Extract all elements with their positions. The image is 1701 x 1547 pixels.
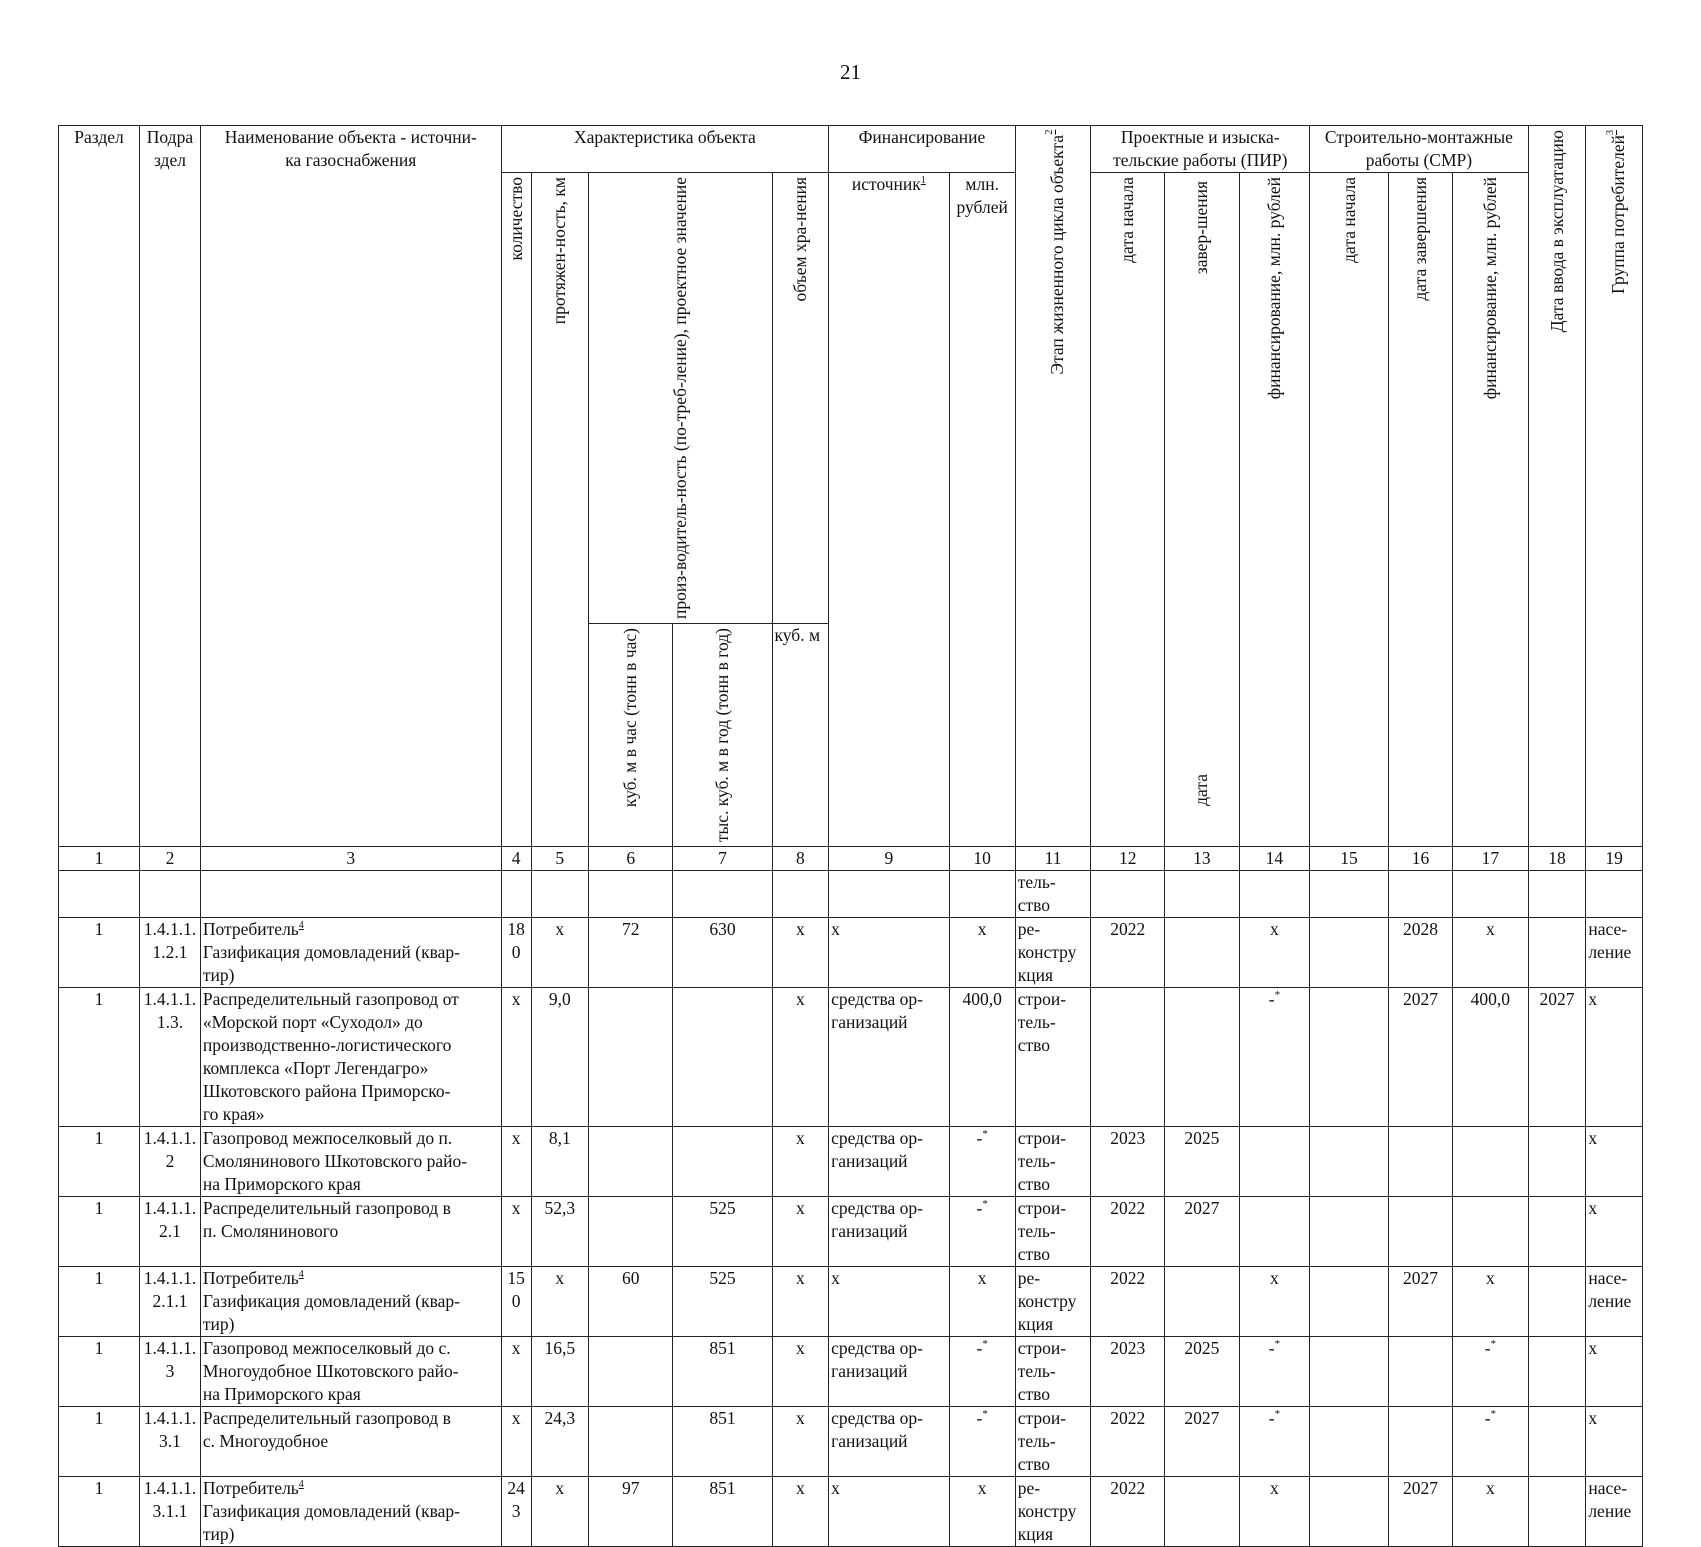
cell-c13 [1165, 1267, 1240, 1337]
cell-c19: насе- ление [1586, 1477, 1643, 1547]
column-number-cell: 9 [829, 847, 950, 871]
column-number-cell: 19 [1586, 847, 1643, 871]
header-smr: Строительно-монтажные работы (СМР) [1310, 126, 1529, 173]
cell-c2: 1.4.1.1. 2 [140, 1127, 201, 1197]
cell-c12: 2022 [1091, 1477, 1165, 1547]
cell-c13 [1165, 1477, 1240, 1547]
cell-c14 [1239, 1197, 1309, 1267]
cell-name [200, 1407, 501, 1477]
asterisk-mark: * [1274, 1338, 1281, 1351]
header-source: источник$^1$ [829, 173, 950, 847]
cell-c1: 1 [59, 918, 140, 988]
table-row [59, 1267, 1643, 1337]
cell-c17 [1453, 988, 1529, 1127]
consumers-footnote-mark: 3 [1604, 130, 1616, 135]
cell-c2: 1.4.1.1. 3.1.1 [140, 1477, 201, 1547]
header-capacity-hour: куб. м в час (тонн в час) [589, 624, 673, 847]
cell-c7: 525 [673, 1267, 772, 1337]
object-name: Распределительный газопровод в с. Многоудобное [202, 1408, 451, 1452]
cell-value: - [1268, 989, 1275, 1010]
cell-c2: 1.4.1.1. 3 [140, 1337, 201, 1407]
column-number-cell: 18 [1528, 847, 1586, 871]
cell-c11: ре- констру кция [1015, 918, 1091, 988]
cell-c4: х [501, 1127, 531, 1197]
cell-c10 [949, 1197, 1015, 1267]
column-number-cell: 8 [772, 847, 829, 871]
cell-c17 [1453, 1337, 1529, 1407]
cell-c4: х [501, 1197, 531, 1267]
cell-c5: 52,3 [531, 1197, 589, 1267]
cell-value: - [976, 1128, 983, 1149]
cell-value: х [1270, 1268, 1279, 1289]
cell-c10 [949, 1477, 1015, 1547]
cell-c12: 2023 [1091, 1337, 1165, 1407]
cell-c1: 1 [59, 1407, 140, 1477]
table-row [59, 1477, 1643, 1547]
cell-c14 [1239, 1477, 1309, 1547]
cell-c7: 630 [673, 918, 772, 988]
cell-c11: ре- констру кция [1015, 1267, 1091, 1337]
cell-c8: х [772, 1477, 829, 1547]
cell-c5: х [531, 918, 589, 988]
cell-name [200, 1477, 501, 1547]
object-name-detail: Газификация домовладений (квар- тир) [202, 942, 460, 986]
header-name: Наименование объекта - источни- ка газоснабжения [200, 126, 501, 847]
cell-c9: средства ор- ганизаций [829, 1407, 950, 1477]
cell-c10 [949, 1337, 1015, 1407]
cell-c8: х [772, 918, 829, 988]
cell-c11: ре- констру кция [1015, 1477, 1091, 1547]
header-commission: Дата ввода в эксплуатацию [1528, 126, 1586, 847]
object-name: Потребитель [202, 1268, 299, 1289]
header-lifecycle: Этап жизненного цикла объекта$^2$ [1015, 126, 1091, 847]
asterisk-mark: * [982, 1198, 988, 1211]
cell-c16 [1389, 1197, 1453, 1267]
cell-c19: х [1586, 1127, 1643, 1197]
cell-c13 [1165, 918, 1240, 988]
header-pir-start: дата начала [1091, 173, 1165, 847]
header-storage-unit: куб. м [772, 624, 829, 847]
header-characteristics: Характеристика объекта [501, 126, 828, 173]
cell-c14 [1239, 918, 1309, 988]
continuation-row [59, 871, 1643, 918]
cell-name [200, 1337, 501, 1407]
cell-value: х [1270, 1478, 1279, 1499]
cell-c19: х [1586, 1407, 1643, 1477]
cell-c18 [1528, 1337, 1586, 1407]
cell-name [200, 1197, 501, 1267]
cell-c15 [1310, 1267, 1389, 1337]
column-number-cell: 15 [1310, 847, 1389, 871]
object-name: Потребитель [202, 919, 299, 940]
header-quantity: количество [501, 173, 531, 847]
cell-value: 400,0 [1470, 989, 1511, 1010]
cell-c14 [1239, 1337, 1309, 1407]
header-capacity: произ-водитель-ность (по-треб-ление), проектное значение [589, 173, 772, 624]
cell-c14 [1239, 1407, 1309, 1477]
header-smr-start: дата начала [1310, 173, 1389, 847]
cell-c17 [1453, 1477, 1529, 1547]
cell-c18 [1528, 1477, 1586, 1547]
cell-c2: 1.4.1.1. 2.1 [140, 1197, 201, 1267]
cell-c10 [949, 1407, 1015, 1477]
cell-c11: строи- тель- ство [1015, 1407, 1091, 1477]
cell-c2: 1.4.1.1. 3.1 [140, 1407, 201, 1477]
header-length: протяжен-ность, км [531, 173, 589, 847]
cell-c9: средства ор- ганизаций [829, 1197, 950, 1267]
cell-c13: 2027 [1165, 1407, 1240, 1477]
cell-value: - [1484, 1408, 1491, 1429]
cell-c12: 2022 [1091, 1197, 1165, 1267]
cell-value: - [976, 1338, 983, 1359]
cell-c18 [1528, 1267, 1586, 1337]
cell-c5: 8,1 [531, 1127, 589, 1197]
cell-value: - [976, 1408, 983, 1429]
column-number-cell: 2 [140, 847, 201, 871]
cell-c5: 16,5 [531, 1337, 589, 1407]
object-name: Потребитель [202, 1478, 299, 1499]
column-number-cell: 7 [673, 847, 772, 871]
cell-c18 [1528, 1197, 1586, 1267]
cell-c4: 18 0 [501, 918, 531, 988]
name-footnote-mark: 4 [298, 920, 304, 932]
cell-value: - [1268, 1338, 1275, 1359]
continuation-lifecycle: тель- ство [1015, 871, 1091, 918]
cell-c1: 1 [59, 1337, 140, 1407]
header-capacity-year: тыс. куб. м в год (тонн в год) [673, 624, 772, 847]
cell-c7: 851 [673, 1477, 772, 1547]
cell-c15 [1310, 1337, 1389, 1407]
header-pir-end: завер-шения дата [1165, 173, 1240, 847]
header-podrazdel: Подра здел [140, 126, 201, 847]
cell-c13: 2025 [1165, 1337, 1240, 1407]
asterisk-mark: * [982, 1408, 988, 1421]
column-number-cell: 10 [949, 847, 1015, 871]
cell-c11: строи- тель- ство [1015, 988, 1091, 1127]
header-razdel: Раздел [59, 126, 140, 847]
column-number-cell: 4 [501, 847, 531, 871]
cell-c17 [1453, 1407, 1529, 1477]
object-name: Газопровод межпоселковый до с. Многоудобное Шкотовского райо- на Приморского края [202, 1338, 459, 1405]
asterisk-mark: * [1274, 1408, 1281, 1421]
cell-c7 [673, 988, 772, 1127]
cell-c16: 2028 [1389, 918, 1453, 988]
cell-c9: средства ор- ганизаций [829, 1337, 950, 1407]
cell-c2: 1.4.1.1. 1.3. [140, 988, 201, 1127]
object-name: Газопровод межпоселковый до п. Смолянинового Шкотовского райо- на Приморского края [202, 1128, 468, 1195]
cell-c10 [949, 918, 1015, 988]
cell-c16: 2027 [1389, 1267, 1453, 1337]
cell-c11: строи- тель- ство [1015, 1337, 1091, 1407]
object-name: Распределительный газопровод от «Морской порт «Суходол» до производственно-логистического комплекса «Порт Легендагро» Шкотовского района Приморско- го края» [202, 989, 459, 1125]
cell-value: - [976, 1198, 983, 1219]
header-pir-fin: финансирование, млн. рублей [1239, 173, 1309, 847]
cell-c8: х [772, 1127, 829, 1197]
asterisk-mark: * [982, 1128, 988, 1141]
cell-value: х [1270, 919, 1279, 940]
cell-c19: х [1586, 1197, 1643, 1267]
table-row [59, 1197, 1643, 1267]
cell-c19: х [1586, 1337, 1643, 1407]
cell-c6 [589, 1337, 673, 1407]
column-number-cell: 11 [1015, 847, 1091, 871]
cell-c12: 2022 [1091, 1267, 1165, 1337]
cell-value: 400,0 [962, 989, 1002, 1010]
cell-c1: 1 [59, 1267, 140, 1337]
cell-c17 [1453, 1197, 1529, 1267]
cell-c5: 24,3 [531, 1407, 589, 1477]
cell-name [200, 918, 501, 988]
cell-c12 [1091, 988, 1165, 1127]
header-financing: Финансирование [829, 126, 1016, 173]
cell-c5: х [531, 1267, 589, 1337]
cell-c19: насе- ление [1586, 918, 1643, 988]
cell-value: х [1485, 919, 1495, 940]
cell-c18 [1528, 918, 1586, 988]
table-row [59, 1127, 1643, 1197]
column-number-cell: 12 [1091, 847, 1165, 871]
cell-c12: 2022 [1091, 1407, 1165, 1477]
cell-c15 [1310, 1197, 1389, 1267]
cell-c6: 60 [589, 1267, 673, 1337]
table-row [59, 918, 1643, 988]
cell-name [200, 1127, 501, 1197]
cell-c8: х [772, 1197, 829, 1267]
cell-c17 [1453, 1127, 1529, 1197]
cell-c15 [1310, 1127, 1389, 1197]
cell-value: - [1484, 1338, 1491, 1359]
cell-c18: 2027 [1528, 988, 1586, 1127]
asterisk-mark: * [1490, 1338, 1497, 1351]
cell-c15 [1310, 1477, 1389, 1547]
cell-c4: х [501, 1337, 531, 1407]
cell-c16 [1389, 1407, 1453, 1477]
cell-c2: 1.4.1.1. 2.1.1 [140, 1267, 201, 1337]
column-number-cell: 16 [1389, 847, 1453, 871]
column-number-cell: 14 [1239, 847, 1309, 871]
page-number: 21 [840, 60, 861, 84]
object-name-detail: Газификация домовладений (квар- тир) [202, 1501, 460, 1545]
source-footnote-mark: 1 [920, 175, 926, 187]
cell-c14 [1239, 1127, 1309, 1197]
cell-c1: 1 [59, 1477, 140, 1547]
cell-c16: 2027 [1389, 988, 1453, 1127]
column-number-cell: 13 [1165, 847, 1240, 871]
name-footnote-mark: 4 [298, 1479, 304, 1491]
cell-c11: строи- тель- ство [1015, 1127, 1091, 1197]
cell-value: х [1485, 1268, 1495, 1289]
cell-c6 [589, 1197, 673, 1267]
cell-c17 [1453, 918, 1529, 988]
cell-value: х [977, 1268, 987, 1289]
cell-c9: х [829, 918, 950, 988]
cell-c18 [1528, 1127, 1586, 1197]
cell-c6 [589, 1127, 673, 1197]
header-mln-rub: млн. рублей [949, 173, 1015, 847]
cell-c10 [949, 1267, 1015, 1337]
cell-c6 [589, 988, 673, 1127]
cell-c7: 851 [673, 1407, 772, 1477]
cell-c15 [1310, 988, 1389, 1127]
cell-name [200, 1267, 501, 1337]
cell-c10 [949, 1127, 1015, 1197]
cell-c19: х [1586, 988, 1643, 1127]
cell-c6 [589, 1407, 673, 1477]
cell-c10 [949, 988, 1015, 1127]
column-number-cell: 3 [200, 847, 501, 871]
header-smr-end: дата завершения [1389, 173, 1453, 847]
cell-c1: 1 [59, 988, 140, 1127]
cell-c16 [1389, 1337, 1453, 1407]
name-footnote-mark: 4 [298, 1269, 304, 1281]
cell-c13: 2027 [1165, 1197, 1240, 1267]
cell-c1: 1 [59, 1127, 140, 1197]
column-number-cell: 1 [59, 847, 140, 871]
cell-c8: х [772, 1407, 829, 1477]
cell-c9: х [829, 1267, 950, 1337]
cell-c5: х [531, 1477, 589, 1547]
object-name-detail: Газификация домовладений (квар- тир) [202, 1291, 460, 1335]
cell-c5: 9,0 [531, 988, 589, 1127]
column-number-row [59, 847, 1643, 871]
cell-c14 [1239, 988, 1309, 1127]
asterisk-mark: * [1274, 989, 1281, 1002]
header-storage: объем хра-нения [772, 173, 829, 624]
cell-c7: 851 [673, 1337, 772, 1407]
cell-c15 [1310, 918, 1389, 988]
cell-c4: х [501, 1407, 531, 1477]
cell-c18 [1528, 1407, 1586, 1477]
cell-c7 [673, 1127, 772, 1197]
column-number-cell: 17 [1453, 847, 1529, 871]
cell-value: х [977, 1478, 987, 1499]
lifecycle-footnote-mark: 2 [1043, 130, 1055, 135]
cell-c2: 1.4.1.1. 1.2.1 [140, 918, 201, 988]
table-row [59, 988, 1643, 1127]
cell-value: - [1268, 1408, 1275, 1429]
cell-c6: 72 [589, 918, 673, 988]
cell-c12: 2023 [1091, 1127, 1165, 1197]
cell-c9: средства ор- ганизаций [829, 1127, 950, 1197]
header-pir: Проектные и изыска- тельские работы (ПИР) [1091, 126, 1310, 173]
cell-c14 [1239, 1267, 1309, 1337]
cell-value: х [977, 919, 987, 940]
asterisk-mark: * [1490, 1408, 1497, 1421]
cell-value: х [1485, 1478, 1495, 1499]
cell-c8: х [772, 988, 829, 1127]
header-smr-fin: финансирование, млн. рублей [1453, 173, 1529, 847]
table-row [59, 1337, 1643, 1407]
column-number-cell: 6 [589, 847, 673, 871]
cell-c17 [1453, 1267, 1529, 1337]
cell-c9: средства ор- ганизаций [829, 988, 950, 1127]
cell-c13 [1165, 988, 1240, 1127]
cell-c8: х [772, 1267, 829, 1337]
header-consumers: Группа потребителей$^3$ [1586, 126, 1643, 847]
cell-c15 [1310, 1407, 1389, 1477]
cell-c4: 24 3 [501, 1477, 531, 1547]
cell-c16 [1389, 1127, 1453, 1197]
cell-c19: насе- ление [1586, 1267, 1643, 1337]
asterisk-mark: * [982, 1338, 988, 1351]
cell-c7: 525 [673, 1197, 772, 1267]
cell-name [200, 988, 501, 1127]
cell-c4: 15 0 [501, 1267, 531, 1337]
gas-supply-table [58, 125, 1643, 1547]
object-name: Распределительный газопровод в п. Смолянинового [202, 1198, 451, 1242]
column-number-cell: 5 [531, 847, 589, 871]
cell-c6: 97 [589, 1477, 673, 1547]
cell-c1: 1 [59, 1197, 140, 1267]
cell-c11: строи- тель- ство [1015, 1197, 1091, 1267]
cell-c4: х [501, 988, 531, 1127]
cell-c8: х [772, 1337, 829, 1407]
cell-c12: 2022 [1091, 918, 1165, 988]
table-row [59, 1407, 1643, 1477]
cell-c13: 2025 [1165, 1127, 1240, 1197]
cell-c16: 2027 [1389, 1477, 1453, 1547]
cell-c9: х [829, 1477, 950, 1547]
